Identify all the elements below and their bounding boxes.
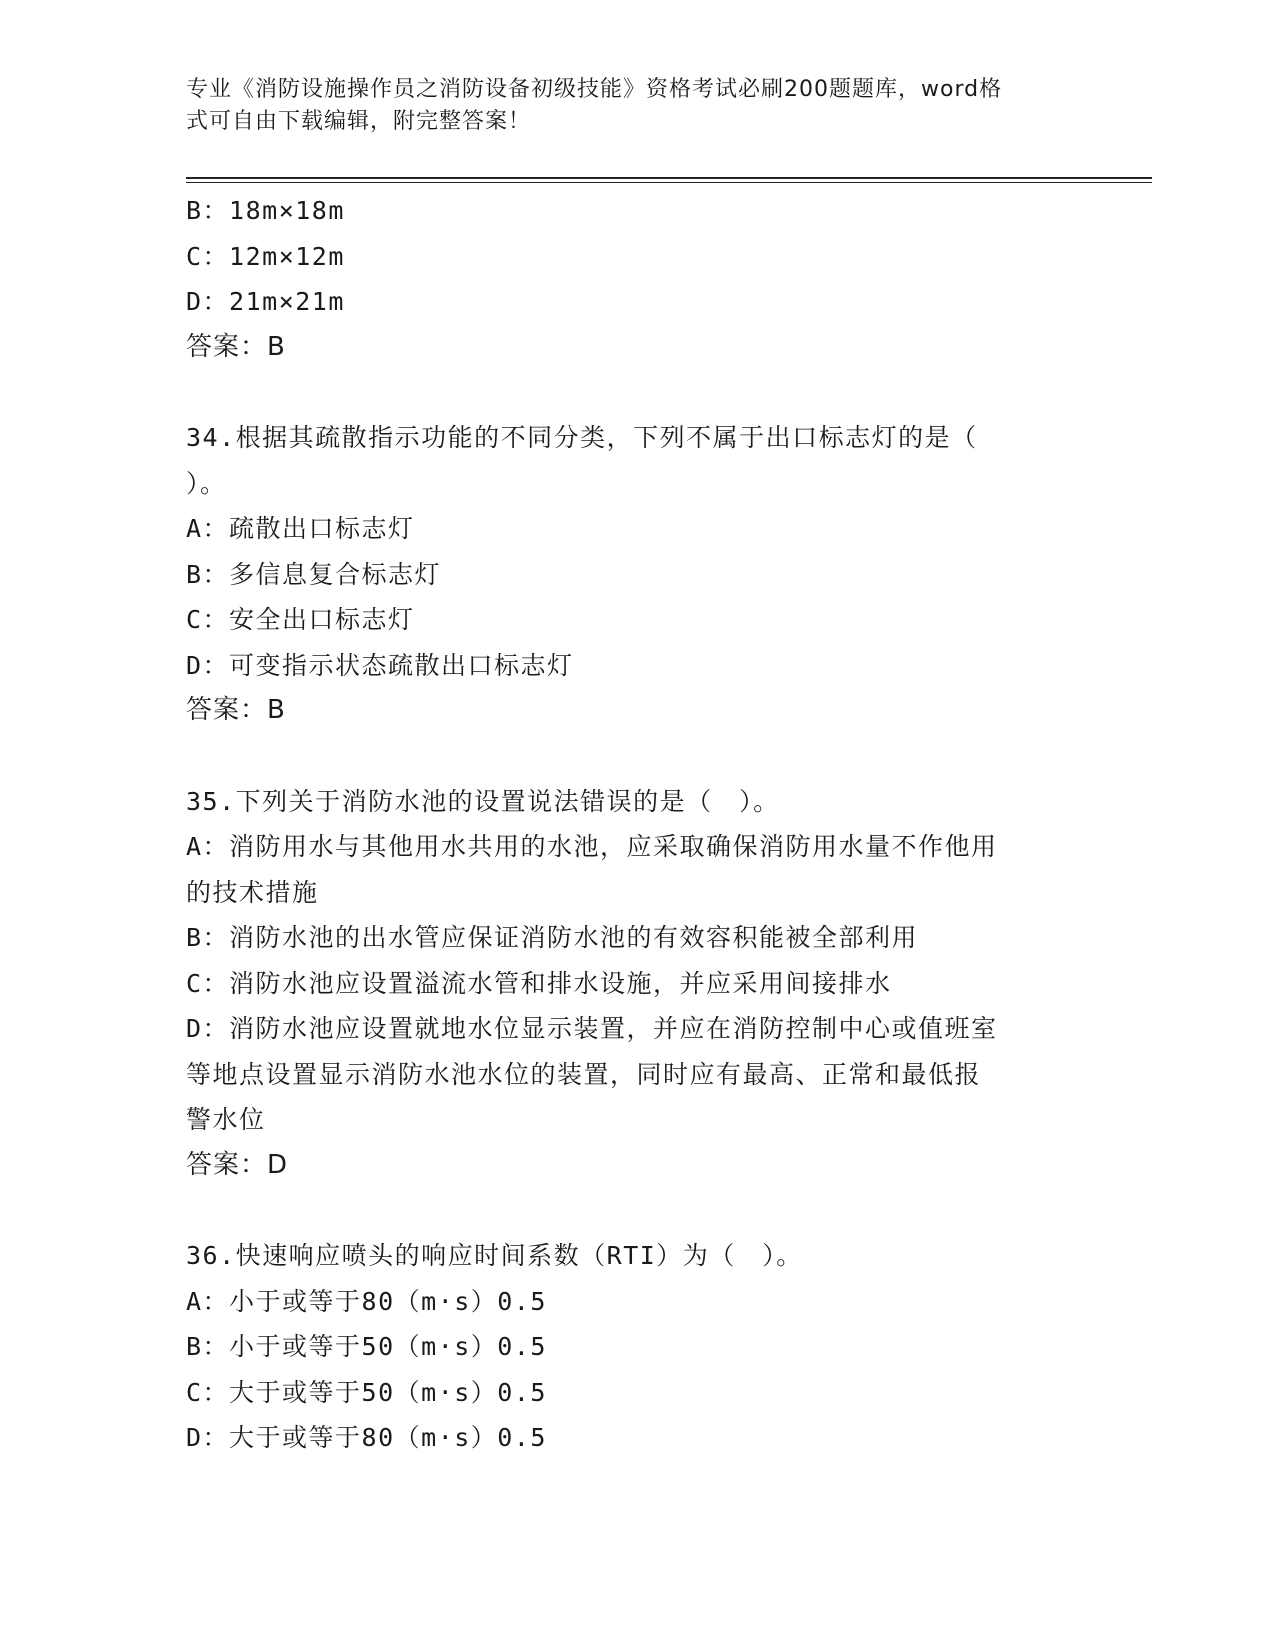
question-35-block: [186, 779, 1086, 1189]
option-b: B：消防水池的出水管应保证消防水池的有效容积能被全部利用: [186, 923, 919, 952]
header-title-line-2: 式可自由下载编辑，附完整答案！: [186, 109, 532, 134]
option-c: C：12m×12m: [186, 241, 345, 271]
option-c: C：消防水池应设置溢流水管和排水设施，并应采用间接排水: [186, 968, 892, 998]
option-a-line-1: A：消防用水与其他用水共用的水池，应采取确保消防用水量不作他用: [186, 832, 998, 861]
answer-label: 答案：D: [186, 1149, 289, 1180]
previous-question-block: [186, 188, 1086, 370]
option-b: B：多信息复合标志灯: [186, 559, 442, 589]
spacer: [186, 1188, 1086, 1233]
option-d: D：可变指示状态疏散出口标志灯: [186, 650, 574, 680]
option-a: A：小于或等于80（m·s）0.5: [186, 1286, 547, 1316]
spacer: [186, 370, 1086, 415]
question-36-stem: 36.快速响应喷头的响应时间系数（RTI）为（ ）。: [186, 1241, 803, 1270]
option-d: D：21m×21m: [186, 287, 345, 316]
option-d-line-3: 警水位: [186, 1105, 266, 1134]
question-34-stem-line-2: ）。: [186, 468, 227, 498]
question-35-stem: 35.下列关于消防水池的设置说法错误的是（ ）。: [186, 786, 780, 816]
question-content: [186, 188, 1086, 1461]
option-d-line-2: 等地点设置显示消防水池水位的装置，同时应有最高、正常和最低报: [186, 1059, 982, 1089]
header-divider: [186, 177, 1152, 183]
option-c: C：安全出口标志灯: [186, 605, 415, 634]
option-d: D：大于或等于80（m·s）0.5: [186, 1423, 547, 1452]
question-34-block: [186, 415, 1086, 734]
question-36-block: [186, 1233, 1086, 1461]
answer-label: 答案：B: [186, 331, 286, 362]
document-header: [186, 74, 1066, 138]
option-c: C：大于或等于50（m·s）0.5: [186, 1377, 547, 1407]
option-a-line-2: 的技术措施: [186, 877, 319, 907]
spacer: [186, 734, 1086, 779]
answer-label: 答案：B: [186, 695, 286, 725]
option-b: B：小于或等于50（m·s）0.5: [186, 1332, 547, 1361]
option-d-line-1: D：消防水池应设置就地水位显示装置，并应在消防控制中心或值班室: [186, 1014, 998, 1043]
option-a: A：疏散出口标志灯: [186, 514, 415, 543]
option-b: B：18m×18m: [186, 196, 345, 225]
header-title-line-1: 专业《消防设施操作员之消防设备初级技能》资格考试必刷200题题库，word格: [186, 77, 1003, 102]
question-34-stem-line-1: 34.根据其疏散指示功能的不同分类，下列不属于出口标志灯的是（: [186, 423, 978, 452]
